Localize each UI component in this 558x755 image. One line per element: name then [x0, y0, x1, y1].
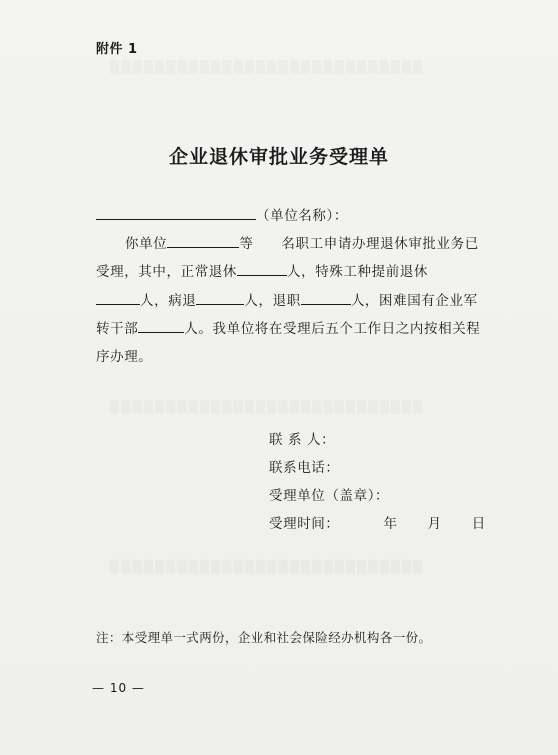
- body-text: 人，特殊工种提前退休: [287, 264, 428, 280]
- normal-retire-count-blank[interactable]: [237, 261, 287, 276]
- unit-name-line: [96, 204, 348, 224]
- bleed-through-texture: ▒▒▒▒▒▒▒▒▒▒▒▒▒▒▒▒▒▒▒▒▒▒▒▒▒▒▒▒: [110, 60, 425, 74]
- body-text: 人，退职: [244, 293, 301, 309]
- staff-name-blank[interactable]: [167, 233, 239, 248]
- receiving-unit-seal-label: 受理单位（盖章）：: [269, 488, 390, 504]
- unit-name-blank[interactable]: [96, 205, 256, 220]
- attachment-label: 附件 1: [96, 42, 138, 57]
- body-text: 人，病退: [140, 293, 197, 309]
- page-number: — 10 —: [92, 681, 145, 695]
- bleed-through-texture: ▒▒▒▒▒▒▒▒▒▒▒▒▒▒▒▒▒▒▒▒▒▒▒▒▒▒▒▒: [110, 560, 425, 574]
- receipt-time-label: 受理时间：: [269, 516, 340, 532]
- body-line-4: [96, 317, 480, 337]
- body-text: 你单位: [125, 236, 168, 252]
- body-line-1: [125, 232, 479, 252]
- contact-phone-label: 联系电话：: [269, 460, 340, 476]
- body-text: 名职工申请办理退休审批业务已: [281, 236, 479, 252]
- body-text: 受理，其中，正常退休: [96, 264, 237, 280]
- body-line-2: [96, 260, 428, 280]
- receipt-time-line: [269, 512, 486, 532]
- footnote: 注：本受理单一式两份，企业和社会保险经办机构各一份。: [96, 630, 432, 645]
- body-text: 转干部: [96, 321, 139, 337]
- form-title: 企业退休审批业务受理单: [168, 146, 389, 168]
- resign-count-blank[interactable]: [301, 290, 351, 305]
- special-retire-count-blank[interactable]: [96, 290, 140, 305]
- sick-retire-count-blank[interactable]: [196, 290, 244, 305]
- contact-person-label: 联 系 人：: [269, 432, 336, 448]
- body-line-3: [96, 289, 478, 309]
- military-cadre-count-blank[interactable]: [138, 318, 184, 333]
- unit-name-label: （单位名称）：: [256, 208, 348, 224]
- bleed-through-texture: ▒▒▒▒▒▒▒▒▒▒▒▒▒▒▒▒▒▒▒▒▒▒▒▒▒▒▒▒: [110, 400, 425, 414]
- month-label: 月: [427, 516, 442, 532]
- day-label: 日: [471, 516, 486, 532]
- body-line-5: 序办理。: [96, 349, 153, 365]
- body-text: 人，困难国有企业军: [350, 293, 478, 309]
- body-text: 等: [239, 236, 254, 252]
- year-label: 年: [383, 516, 398, 532]
- body-text: 人。我单位将在受理后五个工作日之内按相关程: [184, 321, 481, 337]
